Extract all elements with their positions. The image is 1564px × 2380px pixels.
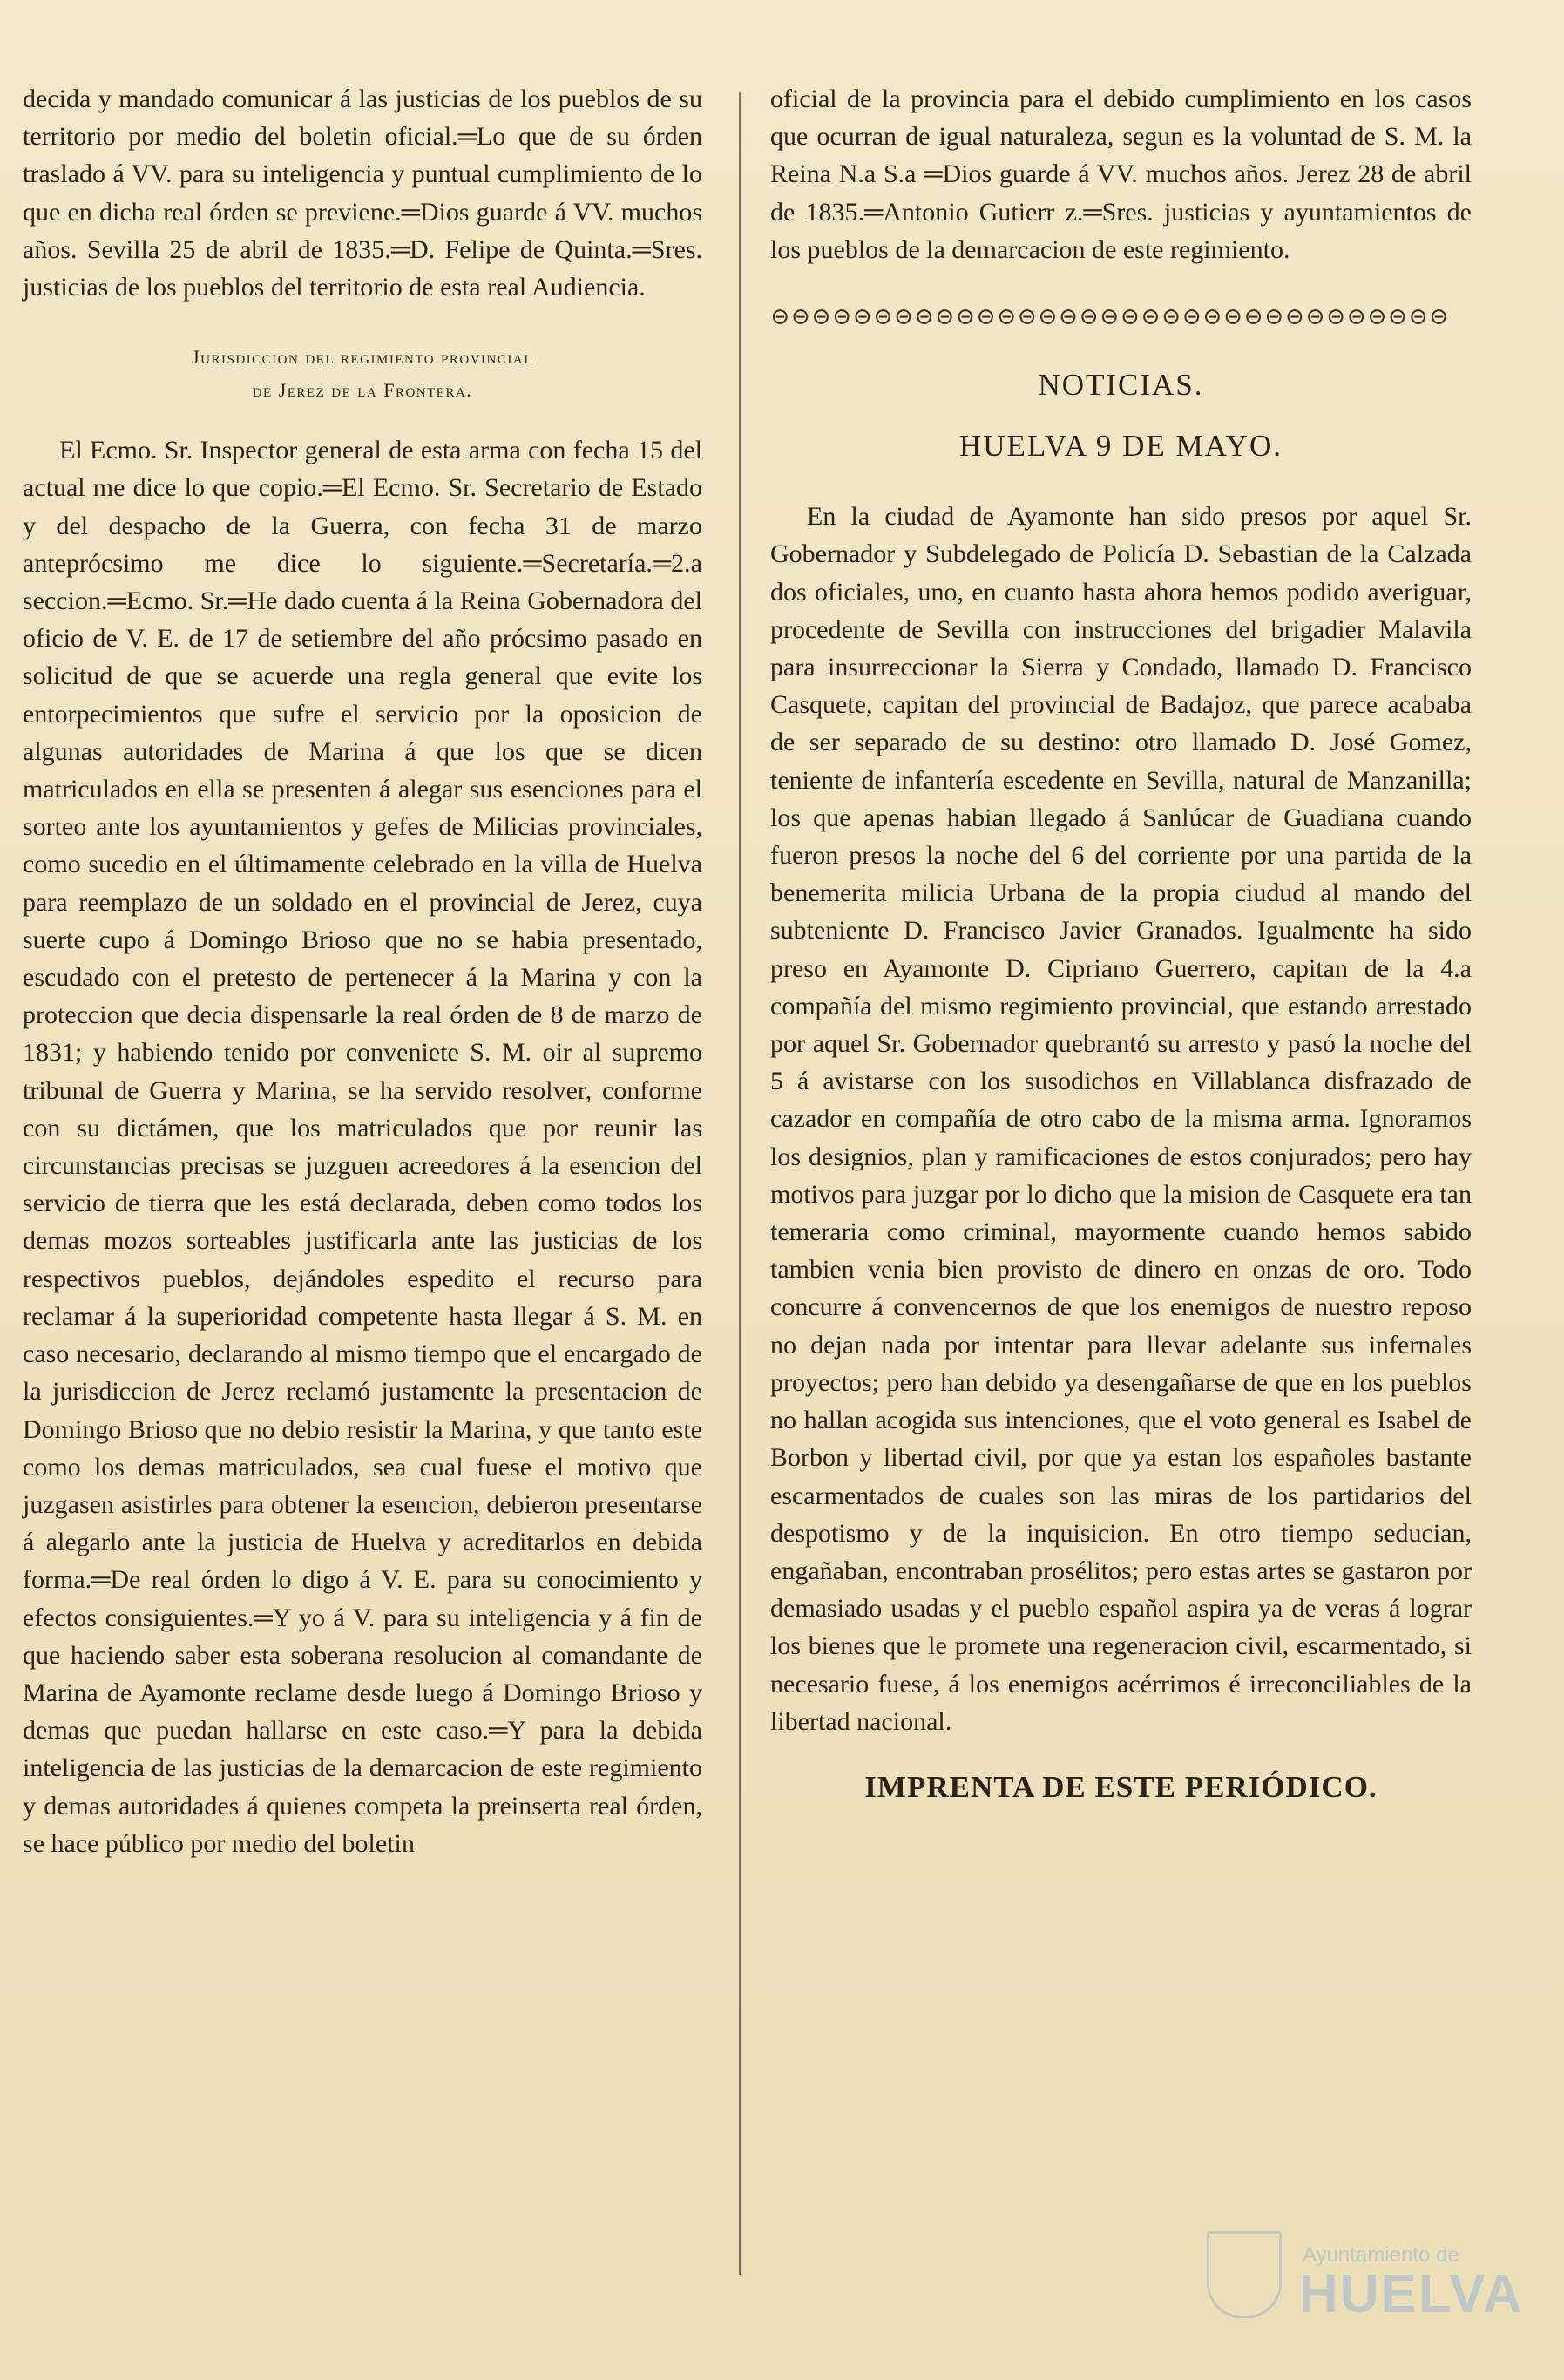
ornamental-divider: ⊝⊝⊝⊝⊝⊝⊝⊝⊝⊝⊝⊝⊝⊝⊝⊝⊝⊝⊝⊝⊝⊝⊝⊝⊝⊝⊝⊝⊝⊝⊝⊝⊝ (770, 303, 1450, 330)
section-heading (23, 341, 702, 407)
dateline: HUELVA 9 DE MAYO. (958, 429, 1283, 464)
watermark-big-text: HUELVA (1299, 2264, 1524, 2324)
archive-watermark (1207, 2227, 1524, 2332)
watermark-small-text: Ayuntamiento de (1303, 2243, 1459, 2267)
news-heading: NOTICIAS. (1038, 368, 1204, 403)
news-paragraph: En la ciudad de Ayamonte han sido presos por aquel Sr. Gobernador y Subdelegado de Policía D. Sebastian de la Calzada dos oficiales, uno, en cuanto hasta ahora hemos podido averiguar, procedente de Sevilla con instrucciones del brigadier Malavila para insurreccionar la Sierra y Condado, llamado D. Francisco Casquete, capitan del provincial de Badajoz, que parece acababa de ser separado de su destino: otro llamado D. José Gomez, teniente de infantería escedente en Sevilla, natural de Manzanilla; los que apenas habian llegado á Sanlúcar de Guadiana cuando fueron presos la noche del 6 del corriente por una partida de la benemerita milicia Urbana de la propia ciudud al mando del subteniente D. Francisco Javier Granados. Igualmente ha sido preso en Ayamonte D. Cipriano Guerrero, capitan de la 4.a compañía del mismo regimiento provincial, que estando arrestado por aquel Sr. Gobernador quebrantó su arresto y pasó la noche del 5 á avistarse con los susodichos en Villablanca disfrazado de cazador en compañía de otro cabo de la misma arma. Ignoramos los designios, plan y ramificaciones de estos conjurados; pero hay motivos para juzgar por lo dicho que la mision de Casquete era tan temeraria como criminal, mayormente cuando hemos sabido tambien venia bien provisto de dinero en onzas de oro. Todo concurre á convencernos de que los enemigos de nuestro reposo no dejan nada por intentar para llevar adelante sus infernales proyectos; pero han debido ya desengañarse de que en los pueblos no hallan acogida sus intenciones, que el voto general es Isabel de Borbon y libertad civil, por que ya estan los españoles bastante escarmentados de cuales son las miras de los partidarios del despotismo y de la inquisicion. En otro tiempo seducian, engañaban, encontraban prosélitos; pero estas artes se gastaron por demasiado usadas y el pueblo español aspira ya de veras á lograr los bienes que le promete una regeneracion civil, escarmentado, si necesario fuese, á los enemigos acérrimos é irreconciliables de la libertad nacional. (770, 502, 1472, 1736)
section-heading-line2: de Jerez de la Frontera. (252, 379, 473, 402)
opening-paragraph: decida y mandado comunicar á las justicias de los pueblos de su territorio por medio del boletin oficial.═Lo que de su órden traslado á VV. para su inteligencia y puntual cumplimiento de lo que en dicha real órden se previene.═Dios guarde á VV. muchos años. Sevilla 25 de abril de 1835.═D. Felipe de Quinta.═Sres. justicias de los pueblos del territorio de esta real Audiencia. (23, 85, 702, 302)
column-divider (739, 92, 741, 2275)
shield-icon (1207, 2231, 1282, 2318)
continuation-paragraph: oficial de la provincia para el debido cumplimiento en los casos que ocurran de igual naturaleza, segun es la voluntad de S. M. la Reina N.a S.a ═Dios guarde á VV. muchos años. Jerez 28 de abril de 1835.═Antonio Gutierr z.═Sres. justicias y ayuntamientos de los pueblos de la demarcacion de este regimiento. (770, 85, 1472, 264)
regiment-body-paragraph: El Ecmo. Sr. Inspector general de esta arma con fecha 15 del actual me dice lo que copio.═El Ecmo. Sr. Secretario de Estado y del despacho de la Guerra, con fecha 31 de marzo anteprócsimo me dice lo siguiente.═Secretaría.═2.a seccion.═Ecmo. Sr.═He dado cuenta á la Reina Gobernadora del oficio de V. E. de 17 de setiembre del año prócsimo pasado en solicitud de que se acuerde una regla general que evite los entorpecimientos que sufre el servicio por la oposicion de algunas autoridades de Marina á que los que se dicen matriculados en ella se presenten á alegar sus esenciones para el sorteo ante los ayuntamientos y gefes de Milicias provinciales, como sucedio en el últimamente celebrado en la villa de Huelva para reemplazo de un soldado en el provincial de Jerez, cuya suerte cupo á Domingo Brioso que no se habia presentado, escudado con el pretesto de pertenecer á la Marina y con la proteccion que decia dispensarle la real órden de 8 de marzo de 1831; y habiendo tenido por conveniete S. M. oir al supremo tribunal de Guerra y Marina, se ha servido resolver, conforme con su dictámen, que los matriculados que por reunir las circunstancias precisas se juzguen acreedores á la esencion del servicio de tierra que les está declarada, deben como todos los demas mozos sorteables justificarla ante las justicias de los respectivos pueblos, dejándoles espedito el recurso para reclamar á la superioridad competente hasta llegar á S. M. en caso necesario, declarando al mismo tiempo que el encargado de la jurisdiccion de Jerez reclamó justamente la presentacion de Domingo Brioso que no debio resistir la Marina, y que tanto este como los demas matriculados, sea cual fuese el motivo que juzgasen asistirles para obtener la esencion, debieron presentarse á alegarlo ante la justicia de Huelva y acreditarlos en debida forma.═De real órden lo digo á V. E. para su conocimiento y efectos consiguientes.═Y yo á V. para su inteligencia y á fin de que haciendo saber esta soberana resolucion al comandante de Marina de Ayamonte reclame desde luego á Domingo Brioso y demas que puedan hallarse en este caso.═Y para la debida inteligencia de las justicias de la demarcacion de este regimiento y demas autoridades á quienes competa la preinserta real órden, se hace público por medio del boletin (23, 436, 702, 1858)
right-column (770, 80, 1472, 1808)
printer-imprint: IMPRENTA DE ESTE PERIÓDICO. (864, 1769, 1378, 1804)
left-column (23, 80, 702, 1862)
section-heading-line1: Jurisdiccion del regimiento provincial (192, 346, 533, 369)
